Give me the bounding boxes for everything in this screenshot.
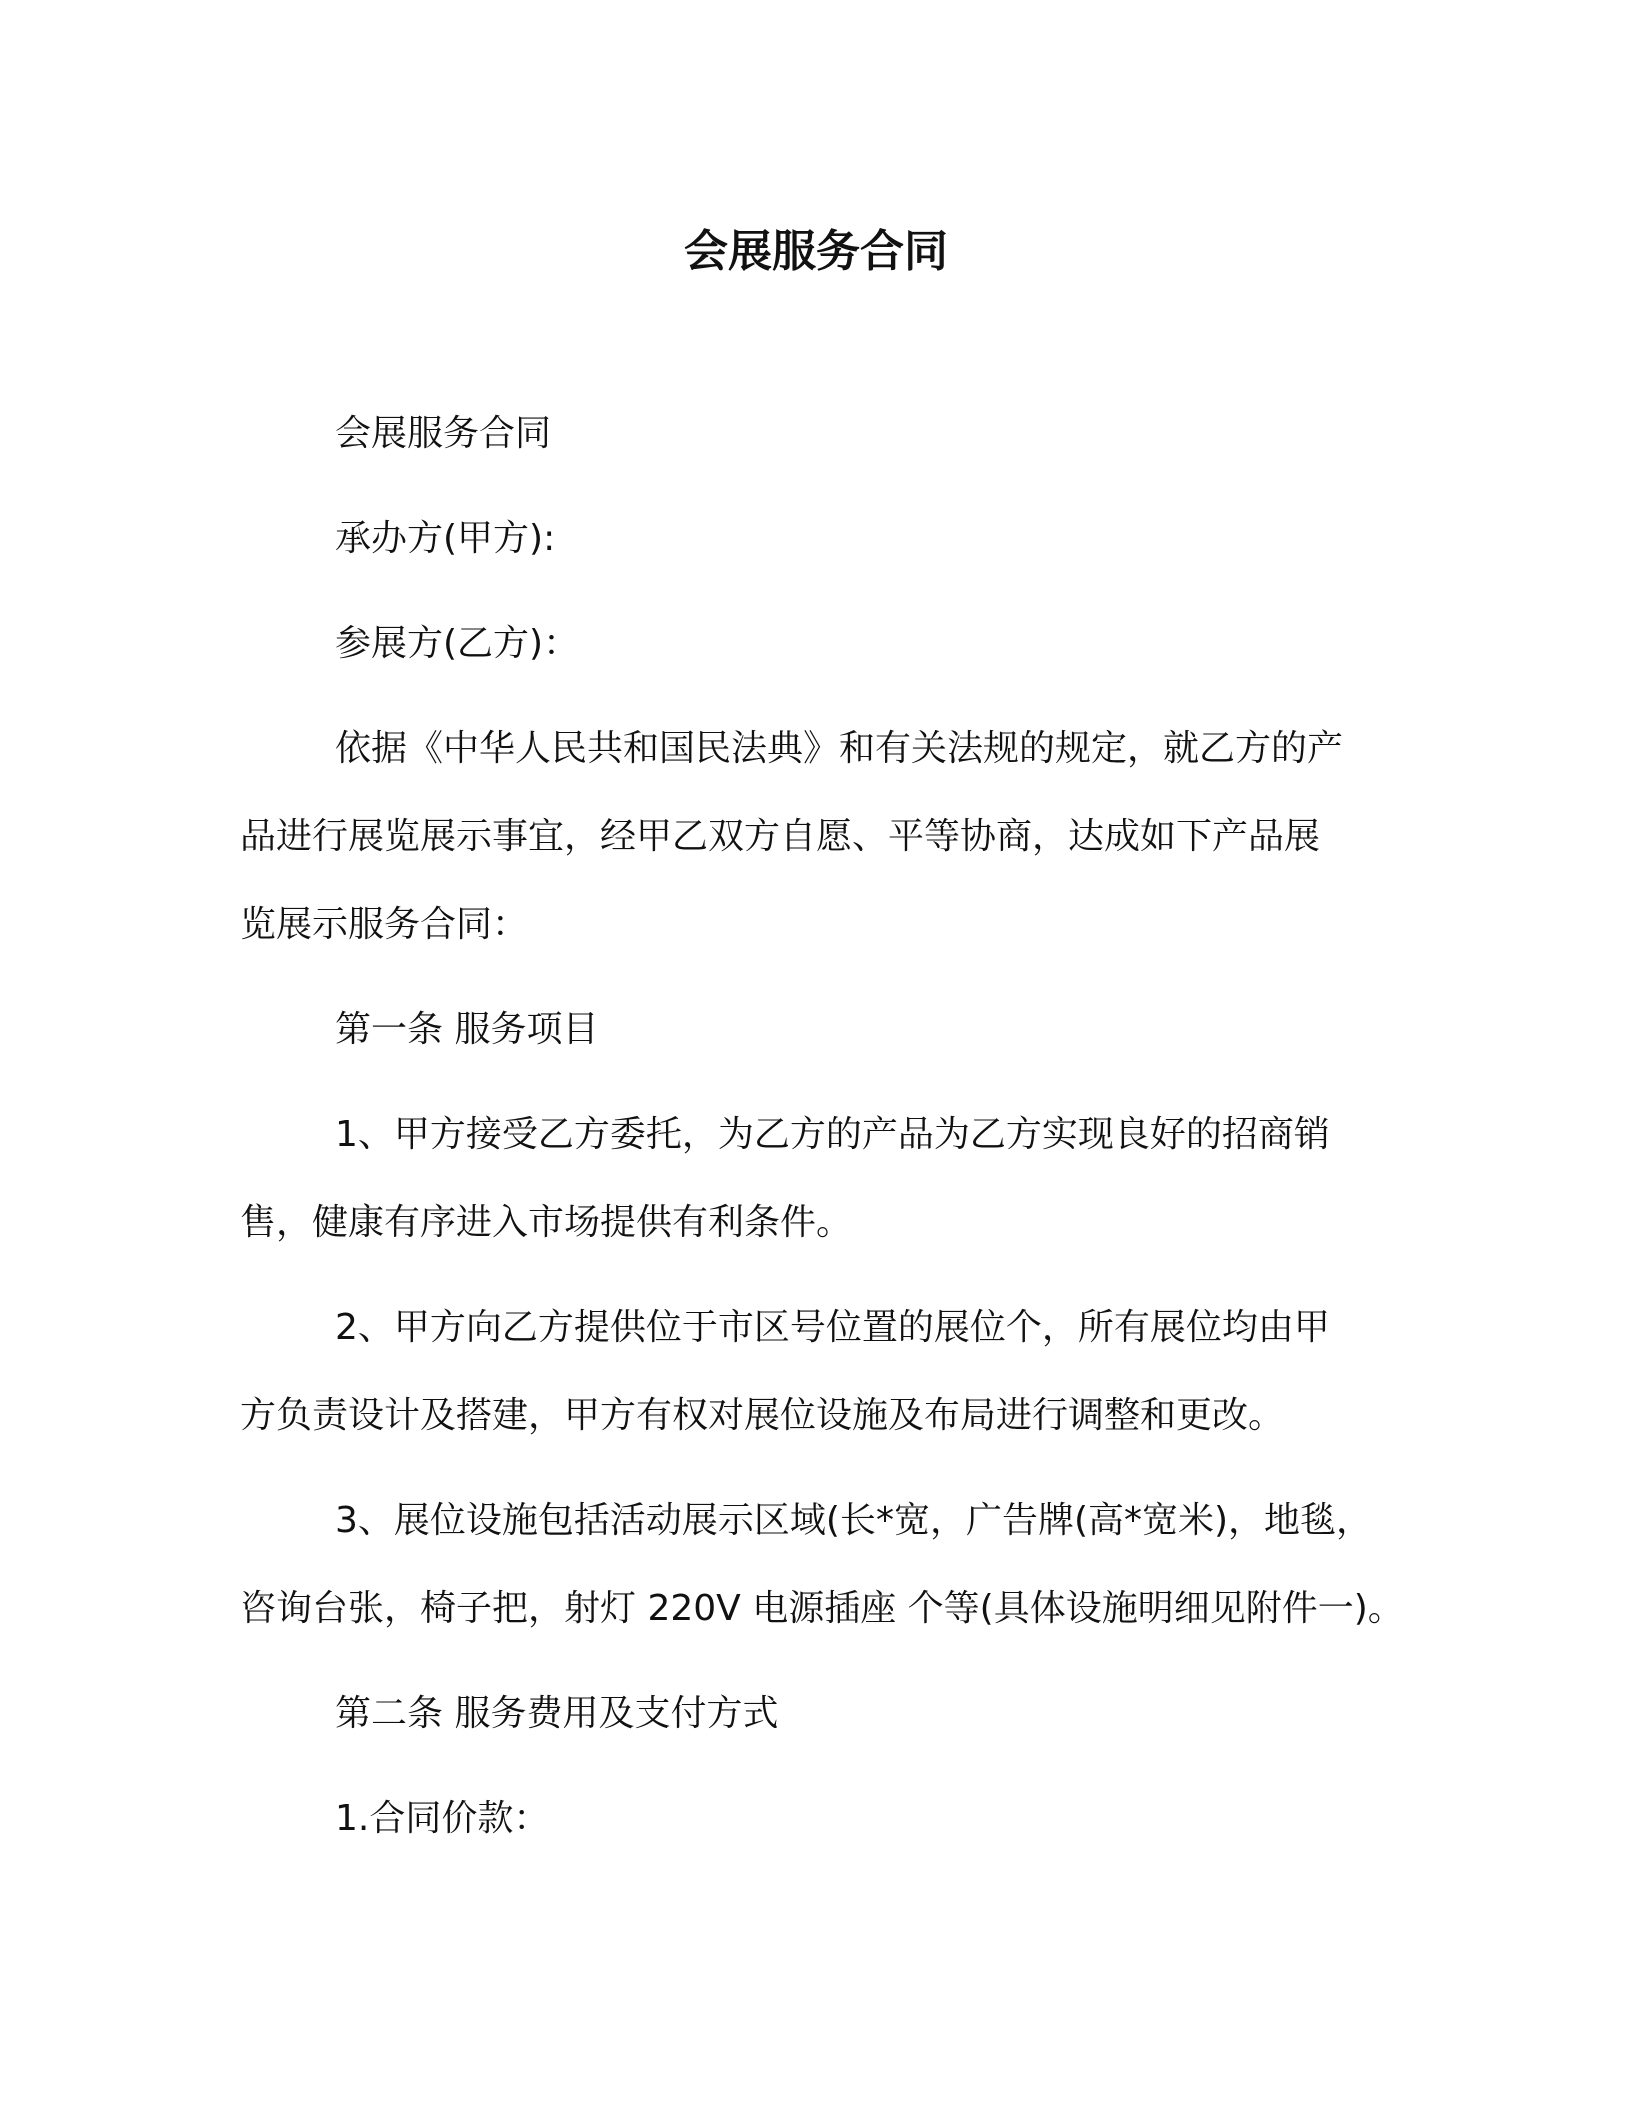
paragraph-line: 依据《中华人民共和国民法典》和有关法规的规定，就乙方的产: [335, 728, 1344, 769]
clause-1-1: [240, 1091, 1412, 1267]
section-heading-1: [240, 986, 1412, 1074]
paragraph-line: 2、甲方向乙方提供位于市区号位置的展位个，所有展位均由甲: [335, 1307, 1330, 1348]
paragraph-line: 方负责设计及搭建，甲方有权对展位设施及布局进行调整和更改。: [240, 1395, 1285, 1436]
paragraph-line: 会展服务合同: [335, 413, 552, 454]
paragraph-line: 第二条 服务费用及支付方式: [335, 1693, 779, 1734]
paragraph-party-a: [240, 495, 1412, 583]
paragraph-party-b: [240, 600, 1412, 688]
paragraph-line: 3、展位设施包括活动展示区域(长*宽，广告牌(高*宽米)，地毯，: [335, 1500, 1373, 1541]
paragraph-line: 1、甲方接受乙方委托，为乙方的产品为乙方实现良好的招商销: [335, 1114, 1330, 1155]
document-body: [240, 390, 1412, 1880]
paragraph-line: 参展方(乙方)：: [335, 623, 580, 664]
paragraph-line: 第一条 服务项目: [335, 1009, 599, 1050]
section-heading-2: [240, 1670, 1412, 1758]
paragraph-line: 咨询台张，椅子把，射灯 220V 电源插座 个等(具体设施明细见附件一)。: [240, 1588, 1404, 1629]
document-title: 会展服务合同: [684, 226, 948, 277]
paragraph-line: 1.合同价款：: [335, 1798, 550, 1839]
paragraph-line: 览展示服务合同：: [240, 904, 529, 945]
clause-2-1: [240, 1775, 1412, 1863]
paragraph-preamble: [240, 705, 1412, 969]
paragraph-heading-repeat: [240, 390, 1412, 478]
clause-1-3: [240, 1477, 1412, 1653]
clause-1-2: [240, 1284, 1412, 1460]
paragraph-line: 承办方(甲方):: [335, 518, 556, 559]
paragraph-line: 售，健康有序进入市场提供有利条件。: [240, 1202, 853, 1243]
paragraph-line: 品进行展览展示事宜，经甲乙双方自愿、平等协商，达成如下产品展: [240, 816, 1321, 857]
